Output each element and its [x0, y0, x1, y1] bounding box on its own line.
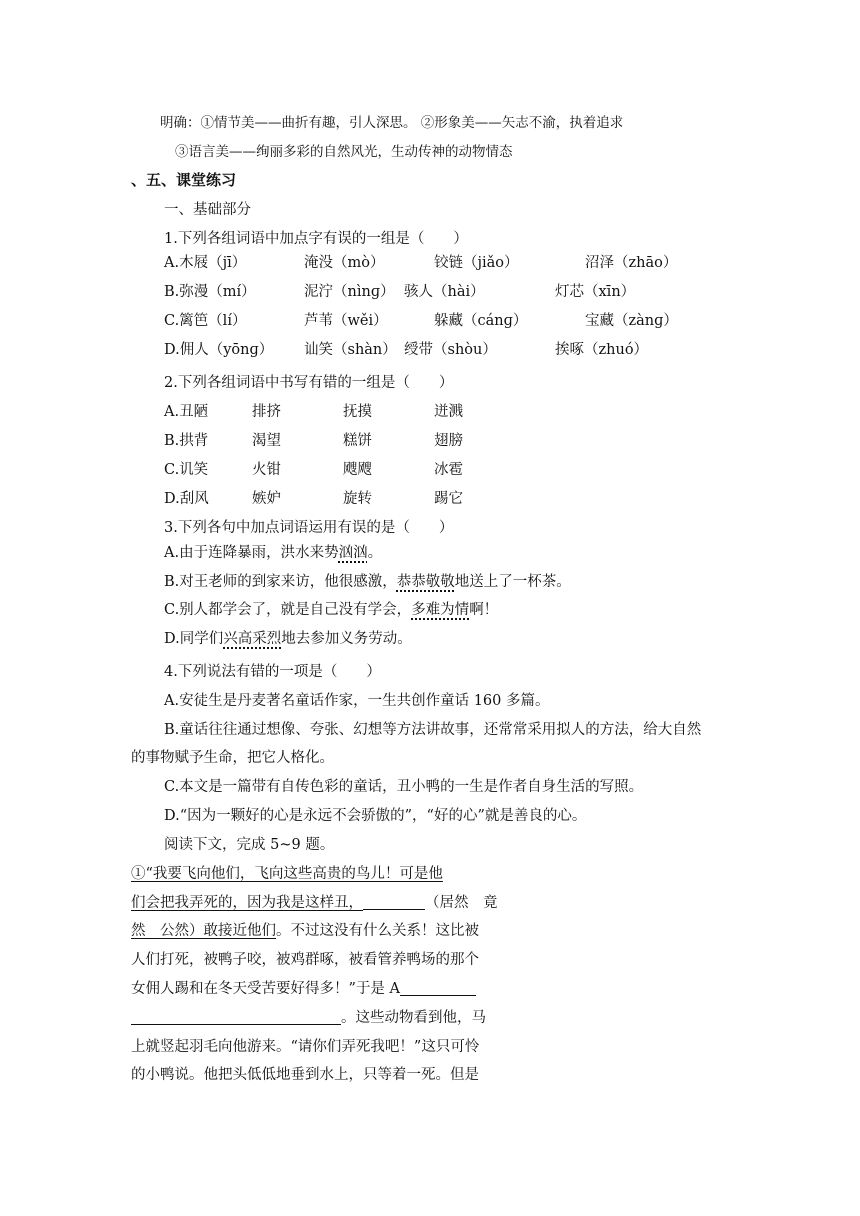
passage-line-3	[131, 921, 479, 941]
q2-stem: 2.下列各组词语中书写有错的一组是（ ）	[164, 375, 454, 391]
q1-b-3: 骇人（hài）	[404, 284, 485, 300]
q3-option-b	[164, 572, 571, 592]
passage-line-7: 上就竖起羽毛向他游来。“请你们弄死我吧！”这只可怜	[131, 1039, 480, 1055]
passage-line-2	[131, 893, 498, 913]
q1-d-1: D.佣人（yōnɡ）	[164, 342, 274, 358]
q3-c-post: 啊！	[469, 602, 499, 618]
q2-a-4: 迸溅	[434, 404, 463, 420]
passage-line-5-text: 女佣人踢和在冬天受苦要好得多！”于是 A	[131, 981, 400, 997]
passage-line-2-options: （居然 竟	[425, 895, 498, 911]
q1-stem: 1.下列各组词语中加点字有误的一组是（ ）	[164, 231, 468, 247]
passage-line-6	[131, 1008, 486, 1028]
q2-a-1: A.丑陋	[164, 404, 209, 420]
q4-option-a: A.安徒生是丹麦著名童话作家，一生共创作童话 160 多篇。	[164, 693, 550, 709]
q3-option-c	[164, 600, 498, 620]
q1-a-4: 沼泽（zhāo）	[585, 255, 678, 271]
q3-a-dotted-word: 汹汹	[338, 545, 368, 561]
q1-c-1: C.篱笆（lí）	[164, 313, 247, 329]
q1-d-3: 绶带（shòu）	[404, 342, 497, 358]
q1-b-4: 灯芯（xīn）	[555, 284, 636, 300]
q4-option-b-line-2: 的事物赋予生命，把它人格化。	[131, 750, 334, 766]
q1-a-1: A.木屐（jī）	[164, 255, 247, 271]
q2-b-2: 渴望	[252, 433, 281, 449]
q2-d-4: 踢它	[434, 491, 463, 507]
q2-b-3: 糕饼	[343, 433, 372, 449]
q2-b-4: 翅膀	[434, 433, 463, 449]
q2-a-2: 排挤	[252, 404, 281, 420]
reading-intro: 阅读下文，完成 5~9 题。	[164, 837, 335, 853]
q1-c-4: 宝藏（zànɡ）	[585, 313, 678, 329]
q4-option-b-line-1: B.童话往往通过想像、夸张、幻想等方法讲故事，还常常采用拟人的方法，给大自然	[164, 722, 702, 738]
q3-b-dotted-word: 恭恭敬敬	[396, 574, 455, 590]
q2-c-2: 火钳	[252, 462, 281, 478]
passage-line-6-text: 。这些动物看到他，马	[341, 1010, 486, 1026]
passage-line-5	[131, 979, 476, 999]
q2-d-3: 旋转	[343, 491, 372, 507]
q1-a-2: 淹没（mò）	[304, 255, 385, 271]
passage-line-1-text: ①“我要飞向他们，飞向这些高贵的鸟儿！可是他	[131, 866, 443, 882]
q1-b-2: 泥泞（nìnɡ）	[304, 284, 395, 300]
q4-option-d: D.“因为一颗好的心是永远不会骄傲的”，“好的心”就是善良的心。	[164, 808, 587, 824]
q1-b-1: B.弥漫（mí）	[164, 284, 256, 300]
q3-option-d	[164, 629, 412, 649]
section-title: 、五、课堂练习	[131, 171, 237, 189]
passage-line-3-rest: 。不过这没有什么关系！这比被	[276, 923, 479, 939]
q2-c-1: C.讥笑	[164, 462, 209, 478]
mingque-line-2: ③语言美——绚丽多彩的自然风光，生动传神的动物情态	[175, 144, 513, 160]
q1-a-3: 铰链（jiǎo）	[434, 255, 519, 271]
q1-d-2: 讪笑（shàn）	[304, 342, 397, 358]
mingque-line-1: 明确：①情节美——曲折有趣，引人深思。 ②形象美——矢志不渝，执着追求	[160, 115, 624, 131]
passage-line-2-text: 们会把我弄死的，因为我是这样丑，	[131, 895, 363, 911]
fill-blank-a-part-2[interactable]	[131, 1010, 341, 1025]
q2-c-4: 冰雹	[434, 462, 463, 478]
passage-line-4: 人们打死，被鸭子咬，被鸡群啄，被看管养鸭场的那个	[131, 952, 479, 968]
passage-line-1	[131, 864, 443, 884]
q4-option-c: C.本文是一篇带有自传色彩的童话，丑小鸭的一生是作者自身生活的写照。	[164, 779, 644, 795]
q3-stem: 3.下列各句中加点词语运用有误的是（ ）	[164, 520, 454, 536]
q2-a-3: 抚摸	[343, 404, 372, 420]
passage-line-3-text: 然 公然）敢接近他们	[131, 923, 276, 939]
q3-c-pre: C.别人都学会了，就是自己没有学会，	[164, 602, 412, 618]
q3-b-pre: B.对王老师的到家来访，他很感激，	[164, 574, 397, 590]
q1-c-3: 躲藏（cánɡ）	[434, 313, 528, 329]
part-title: 一、基础部分	[164, 202, 251, 218]
q2-d-2: 嫉妒	[252, 491, 281, 507]
q1-d-4: 挨啄（zhuó）	[555, 342, 649, 358]
q3-d-dotted-word: 兴高采烈	[223, 631, 282, 647]
q4-stem: 4.下列说法有错的一项是（ ）	[164, 664, 381, 680]
q1-c-2: 芦苇（wěi）	[304, 313, 388, 329]
q2-d-1: D.刮风	[164, 491, 209, 507]
fill-blank-word[interactable]	[363, 895, 425, 910]
q3-a-pre: A.由于连降暴雨，洪水来势	[164, 545, 339, 561]
passage-line-8: 的小鸭说。他把头低低地垂到水上，只等着一死。但是	[131, 1067, 479, 1083]
q3-c-dotted-word: 多难为情	[411, 602, 470, 618]
q2-c-3: 飕飕	[343, 462, 372, 478]
fill-blank-a-part-1[interactable]	[400, 981, 476, 996]
q2-b-1: B.拱背	[164, 433, 209, 449]
q3-a-post: 。	[367, 545, 383, 561]
q3-d-pre: D.同学们	[164, 631, 224, 647]
q3-option-a	[164, 543, 382, 563]
q3-d-post: 地去参加义务劳动。	[281, 631, 412, 647]
q3-b-post: 地送上了一杯茶。	[454, 574, 571, 590]
